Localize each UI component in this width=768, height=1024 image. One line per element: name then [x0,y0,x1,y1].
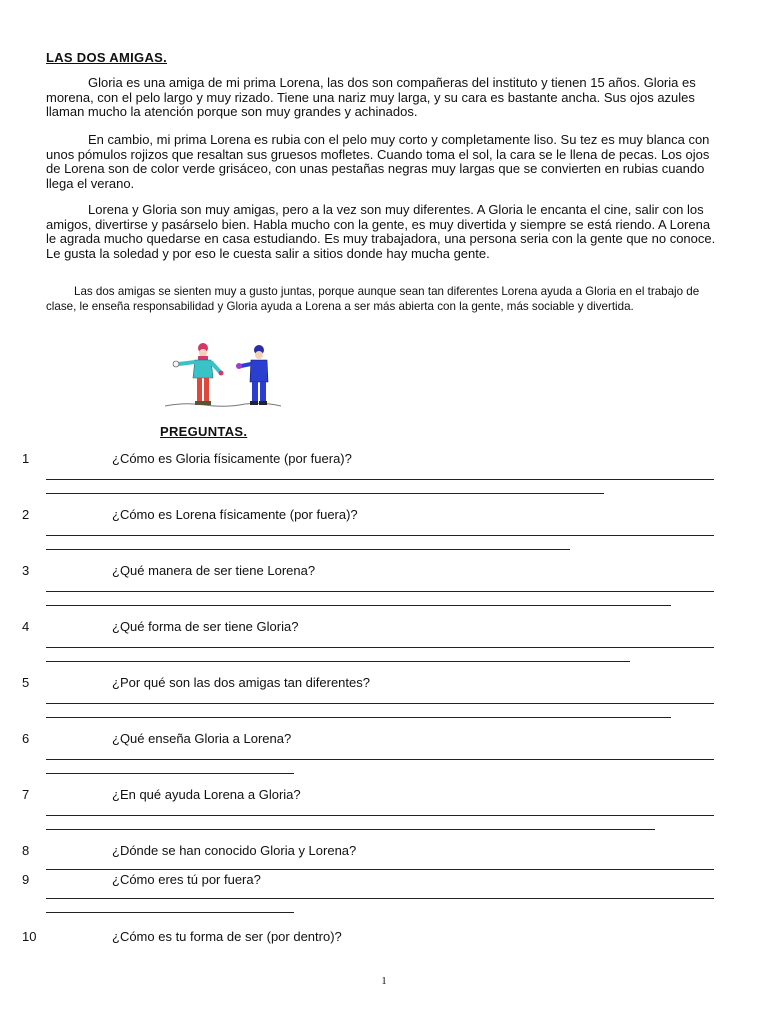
answer-line[interactable] [46,898,714,899]
question-7 [0,787,768,847]
question-6 [0,731,768,791]
question-text: ¿Qué manera de ser tiene Lorena? [112,563,316,578]
answer-line[interactable] [46,661,630,662]
question-1 [0,451,768,511]
answer-line[interactable] [46,535,714,536]
question-number: 7 [22,787,30,802]
paragraph-4: Las dos amigas se sienten muy a gusto juntas, porque aunque sean tan diferentes Lorena ayuda a Gloria en el trabajo de clase, le enseña responsabilidad y Gloria ayuda a Lorena a ser más abierta con la gente, más sociable y divertida. [46,285,700,313]
question-number: 1 [22,451,30,466]
answer-line[interactable] [46,912,294,913]
question-text: ¿Cómo es Lorena físicamente (por fuera)? [112,507,358,522]
paragraph-3: Lorena y Gloria son muy amigas, pero a la vez son muy diferentes. A Gloria le encanta el cine, salir con los amigos, divertirse y pasárselo bien. Habla mucho con la gente, es muy divertida y siempre se está riendo. A Lorena le agrada mucho quedarse en casa estudiando. Es muy trabajadora, una persona seria con la gente que no conoce. Le gusta la soledad y por eso le cuesta salir a sitios donde hay mucha gente. [46,202,716,261]
answer-line[interactable] [46,759,714,760]
answer-line[interactable] [46,703,714,704]
answer-line[interactable] [46,493,604,494]
question-text: ¿Cómo eres tú por fuera? [112,872,261,887]
answer-line[interactable] [46,647,714,648]
question-text: ¿En qué ayuda Lorena a Gloria? [112,787,301,802]
question-text: ¿Cómo es tu forma de ser (por dentro)? [112,929,342,944]
question-number: 5 [22,675,30,690]
answer-line[interactable] [46,773,294,774]
question-9 [0,872,768,932]
question-text: ¿Cómo es Gloria físicamente (por fuera)? [112,451,352,466]
question-number: 6 [22,731,30,746]
answer-line[interactable] [46,479,714,480]
answer-line[interactable] [46,549,570,550]
two-friends-snow-illustration [165,342,281,412]
question-number: 9 [22,872,30,887]
answer-line[interactable] [46,815,714,816]
question-number: 4 [22,619,30,634]
question-3 [0,563,768,623]
question-text: ¿Qué enseña Gloria a Lorena? [112,731,292,746]
document-title: LAS DOS AMIGAS. [46,50,168,65]
paragraph-2: En cambio, mi prima Lorena es rubia con el pelo muy corto y completamente liso. Su tez es muy blanca con unos pómulos rojizos que resaltan sus gruesos mofletes. Cuando toma el sol, la cara se le llena de pecas. Los ojos de Lorena son de color verde grisáceo, con unas pestañas negras muy largas que se convierten en rubias cuando llega el verano. [46,132,710,191]
question-number: 10 [22,929,37,944]
question-text: ¿Dónde se han conocido Gloria y Lorena? [112,843,357,858]
question-number: 8 [22,843,30,858]
answer-line[interactable] [46,591,714,592]
answer-line[interactable] [46,829,655,830]
question-2 [0,507,768,567]
question-text: ¿Qué forma de ser tiene Gloria? [112,619,299,634]
questions-title: PREGUNTAS. [160,424,248,439]
question-5 [0,675,768,735]
answer-line[interactable] [46,717,671,718]
question-number: 3 [22,563,30,578]
question-text: ¿Por qué son las dos amigas tan diferentes? [112,675,370,690]
page-number: 1 [381,975,387,987]
question-4 [0,619,768,679]
answer-line[interactable] [46,869,714,870]
paragraph-1: Gloria es una amiga de mi prima Lorena, las dos son compañeras del instituto y tienen 15 años. Gloria es morena, con el pelo largo y muy rizado. Tiene una nariz muy larga, y su cara es bastante ancha. Sus ojos azules llaman mucho la atención porque son muy grandes y achinados. [46,75,696,119]
question-number: 2 [22,507,30,522]
answer-line[interactable] [46,605,671,606]
